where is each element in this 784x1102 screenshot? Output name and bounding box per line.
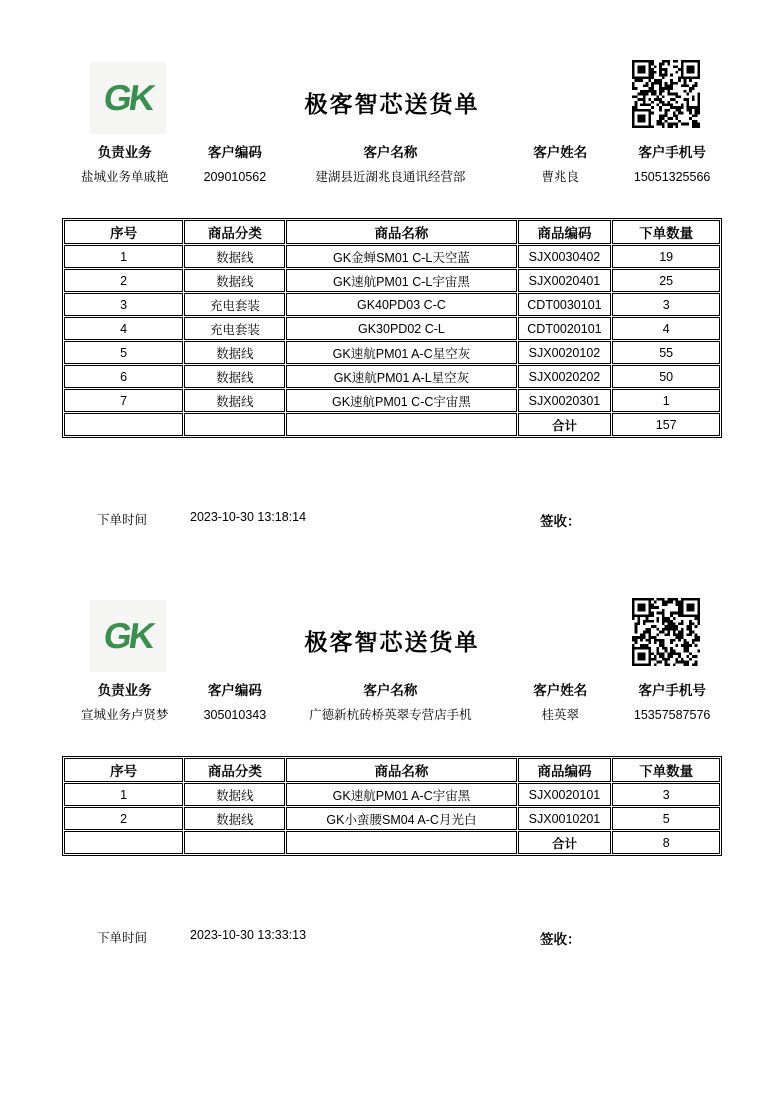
cell-product-name: GK40PD03 C-C [286, 293, 516, 316]
table-header-row [64, 758, 720, 782]
info-cell-contact-name [498, 145, 622, 185]
info-cell-phone [622, 145, 722, 185]
total-quantity: 157 [612, 413, 720, 436]
info-label: 客户手机号 [638, 683, 706, 698]
cell-product-name: GK速航PM01 A-C宇宙黑 [286, 783, 516, 806]
order-time-value: 2023-10-30 13:33:13 [190, 928, 307, 942]
sign-label: 签收： [540, 514, 581, 529]
cell-product-code: SJX0020102 [518, 341, 612, 364]
col-header-category: 商品分类 [184, 220, 285, 244]
note-footer [0, 928, 784, 947]
cell-product-code: SJX0020202 [518, 365, 612, 388]
cell-category: 数据线 [184, 389, 285, 412]
info-value: 宣城业务卢贤梦 [80, 708, 169, 722]
col-header-quantity: 下单数量 [612, 758, 720, 782]
delivery-note-2 [0, 598, 784, 947]
customer-info-row [62, 145, 722, 185]
info-label: 客户名称 [363, 683, 418, 698]
goods-table [62, 218, 722, 438]
table-total-row [64, 413, 720, 436]
cell-quantity: 3 [612, 293, 720, 316]
total-label: 合计 [518, 413, 612, 436]
info-cell-business [62, 145, 187, 185]
info-value: 广德新杭砖桥英翠专营店手机 [309, 708, 472, 722]
info-label: 客户名称 [363, 145, 418, 160]
cell-seq: 7 [64, 389, 183, 412]
cell-seq: 4 [64, 317, 183, 340]
info-cell-phone [622, 683, 722, 723]
cell-quantity: 3 [612, 783, 720, 806]
cell-product-name: GK小蛮腰SM04 A-C月光白 [286, 807, 516, 830]
cell-product-code: SJX0030402 [518, 245, 612, 268]
info-value: 盐城业务单戚艳 [80, 170, 169, 184]
cell-category: 数据线 [184, 269, 285, 292]
info-value: 305010343 [203, 708, 267, 722]
cell-category: 充电套装 [184, 293, 285, 316]
info-cell-customer-code [187, 145, 282, 185]
col-header-seq: 序号 [64, 758, 183, 782]
table-header-row [64, 220, 720, 244]
delivery-note-1 [0, 60, 784, 529]
qr-code-icon [632, 60, 700, 128]
info-cell-business [62, 683, 187, 723]
cell-category: 数据线 [184, 341, 285, 364]
table-row [64, 245, 720, 268]
order-time-value: 2023-10-30 13:18:14 [190, 510, 307, 524]
cell-quantity: 4 [612, 317, 720, 340]
cell-empty [184, 831, 285, 854]
table-row [64, 807, 720, 830]
info-label: 客户编码 [207, 683, 262, 698]
table-total-row [64, 831, 720, 854]
cell-product-code: SJX0020101 [518, 783, 612, 806]
customer-info-row [62, 683, 722, 723]
cell-quantity: 1 [612, 389, 720, 412]
cell-category: 数据线 [184, 807, 285, 830]
cell-category: 数据线 [184, 783, 285, 806]
cell-product-code: CDT0030101 [518, 293, 612, 316]
info-value: 曹兆良 [541, 170, 580, 184]
cell-quantity: 5 [612, 807, 720, 830]
cell-empty [64, 831, 183, 854]
cell-product-name: GK速航PM01 A-L星空灰 [286, 365, 516, 388]
gk-logo-text: GK [101, 77, 155, 118]
info-label: 客户编码 [207, 145, 262, 160]
col-header-product-name: 商品名称 [286, 220, 516, 244]
note-footer [0, 510, 784, 529]
cell-product-name: GK速航PM01 C-L宇宙黑 [286, 269, 516, 292]
qr-code-icon [632, 598, 700, 666]
table-row [64, 269, 720, 292]
info-cell-contact-name [498, 683, 622, 723]
col-header-product-code: 商品编码 [518, 220, 612, 244]
page-title: 极客智芯送货单 [304, 629, 480, 655]
cell-category: 充电套装 [184, 317, 285, 340]
total-quantity: 8 [612, 831, 720, 854]
cell-seq: 3 [64, 293, 183, 316]
info-label: 客户姓名 [533, 145, 588, 160]
cell-quantity: 25 [612, 269, 720, 292]
goods-table [62, 756, 722, 856]
table-row [64, 341, 720, 364]
info-label: 负责业务 [97, 683, 152, 698]
info-cell-customer-name [282, 683, 498, 723]
cell-seq: 6 [64, 365, 183, 388]
cell-product-name: GK速航PM01 A-C星空灰 [286, 341, 516, 364]
info-label: 负责业务 [97, 145, 152, 160]
info-label: 客户手机号 [638, 145, 706, 160]
cell-seq: 1 [64, 245, 183, 268]
cell-quantity: 55 [612, 341, 720, 364]
info-value: 建湖县近湖兆良通讯经营部 [315, 170, 466, 184]
cell-empty [286, 413, 516, 436]
cell-seq: 1 [64, 783, 183, 806]
cell-product-code: SJX0010201 [518, 807, 612, 830]
cell-product-name: GK金蝉SM01 C-L天空蓝 [286, 245, 516, 268]
table-row [64, 317, 720, 340]
col-header-product-code: 商品编码 [518, 758, 612, 782]
cell-empty [64, 413, 183, 436]
cell-product-code: SJX0020401 [518, 269, 612, 292]
info-cell-customer-name [282, 145, 498, 185]
note-header [0, 598, 784, 678]
info-value: 桂英翠 [541, 708, 580, 722]
cell-product-code: CDT0020101 [518, 317, 612, 340]
col-header-product-name: 商品名称 [286, 758, 516, 782]
info-cell-customer-code [187, 683, 282, 723]
table-row [64, 389, 720, 412]
cell-empty [184, 413, 285, 436]
page-title: 极客智芯送货单 [304, 91, 480, 117]
col-header-seq: 序号 [64, 220, 183, 244]
info-value: 15357587576 [633, 708, 711, 722]
col-header-quantity: 下单数量 [612, 220, 720, 244]
cell-category: 数据线 [184, 365, 285, 388]
sign-label: 签收： [540, 932, 581, 947]
cell-empty [286, 831, 516, 854]
col-header-category: 商品分类 [184, 758, 285, 782]
info-value: 15051325566 [633, 170, 711, 184]
order-time-label: 下单时间 [97, 513, 148, 527]
table-row [64, 783, 720, 806]
info-value: 209010562 [203, 170, 267, 184]
order-time-label: 下单时间 [97, 931, 148, 945]
cell-seq: 5 [64, 341, 183, 364]
table-row [64, 293, 720, 316]
cell-quantity: 19 [612, 245, 720, 268]
gk-logo-text: GK [101, 615, 155, 656]
cell-category: 数据线 [184, 245, 285, 268]
cell-product-name: GK速航PM01 C-C宇宙黑 [286, 389, 516, 412]
note-header [0, 60, 784, 140]
cell-product-code: SJX0020301 [518, 389, 612, 412]
cell-seq: 2 [64, 807, 183, 830]
cell-seq: 2 [64, 269, 183, 292]
cell-quantity: 50 [612, 365, 720, 388]
info-label: 客户姓名 [533, 683, 588, 698]
table-row [64, 365, 720, 388]
cell-product-name: GK30PD02 C-L [286, 317, 516, 340]
total-label: 合计 [518, 831, 612, 854]
